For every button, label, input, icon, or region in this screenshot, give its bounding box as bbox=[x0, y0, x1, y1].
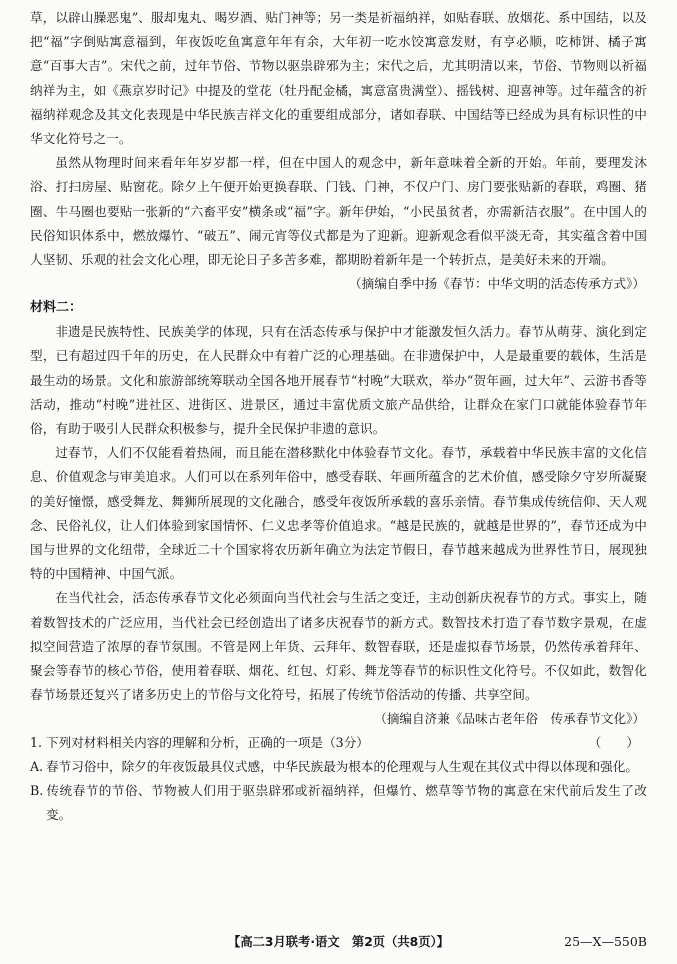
option-b-text: 传统春节的节俗、节物被人们用于驱祟辟邪或祈福纳祥，但爆竹、燃草等节物的寓意在宋代前后发生了改变。 bbox=[46, 783, 647, 823]
option-b-letter: B. bbox=[30, 783, 44, 799]
material2-paragraph-2: 过春节，人们不仅能看着热闹，而且能在潜移默化中体验春节文化。春节，承载着中华民族丰富的文化信息、价值观念与审美追求。人们可以在系列年俗中，感受春联、年画所蕴含的艺术价值，感受除夕守岁所凝聚的美好憧憬，感受舞龙、舞狮所展现的文化融合，感受年夜饭所承载的喜乐亲情。春节集成传统信仰、天人观念、民俗礼仪，让人们体验到家国情怀、仁义忠孝等价值追求。“越是民族的，就越是世界的”，春节还成为中国与世界的文化纽带，全球近二十个国家将农历新年确立为法定节假日，春节越来越成为世界性节日，展现独特的中国精神、中国气派。 bbox=[30, 445, 647, 582]
material2-source: （摘编自济兼《品味古老年俗 传承春节文化》） bbox=[374, 711, 645, 727]
material1-paragraph-2: 虽然从物理时间来看年年岁岁都一样，但在中国人的观念中，新年意味着全新的开始。年前，要理发沐浴、打扫房屋、贴窗花。除夕上午便开始更换春联、门钱、门神，不仅户门、房门要张贴新的春联，鸡圈、猪圈、牛马圈也要贴一张新的“六畜平安”横条或“福”字。新年伊始，“小民虽贫者，亦需新洁衣服”。在中国人的民俗知识体系中，燃放爆竹、“破五”、闹元宵等仪式都是为了迎新。迎新观念看似平淡无奇，其实蕴含着中国人坚韧、乐观的社会文化心理，即无论日子多苦多难，都期盼着新年是一个转折点，是美好未来的开端。 bbox=[30, 155, 647, 268]
answer-blank[interactable]: （ ） bbox=[588, 735, 639, 751]
question-1-stem: 1. 下列对材料相关内容的理解和分析，正确的一项是（3分） bbox=[30, 735, 369, 751]
page-footer bbox=[0, 930, 677, 954]
material2-heading: 材料二： bbox=[30, 300, 83, 316]
option-a bbox=[30, 755, 647, 779]
option-b bbox=[30, 779, 647, 827]
material1-source: （摘编自季中扬《春节：中华文明的活态传承方式》） bbox=[349, 276, 645, 292]
footer-exam-code: 25—X—550B bbox=[564, 934, 647, 949]
material2-paragraph-3: 在当代社会，活态传承春节文化必须面向当代社会与生活之变迁，主动创新庆祝春节的方式。事实上，随着数智技术的广泛应用，当代社会已经创造出了诸多庆祝春节的新方式。数智技术打造了春节数字景观，在虚拟空间营造了浓厚的春节氛围。不管是网上年货、云拜年、数智春联，还是虚拟春节场景，仍然传承着拜年、聚会等春节的核心节俗，使用着春联、烟花、红包、灯彩、舞龙等春节的标识性文化符号。不仅如此，数智化春节场景还复兴了诸多历史上的节俗与文化符号，拓展了传统节俗活动的传播、共享空间。 bbox=[30, 590, 647, 703]
question-1-stem-line bbox=[30, 731, 647, 755]
option-a-letter: A. bbox=[30, 759, 44, 775]
material2-paragraph-1: 非遗是民族特性、民族美学的体现，只有在活态传承与保护中才能激发恒久活力。春节从萌芽、演化到定型，已有超过四千年的历史，在人民群众中有着广泛的心理基础。在非遗保护中，人是最重要的载体，生活是最生动的场景。文化和旅游部统筹联动全国各地开展春节“村晚”大联欢，举办“贺年画，过大年”、云游书香等活动，推动“村晚”进社区、进街区、进景区，通过丰富优质文旅产品供给，让群众在家门口就能体验春节年俗，有助于吸引人民群众积极参与，提升全民保护非遗的意识。 bbox=[30, 324, 647, 437]
material1-paragraph-1: 草，以辟山臊恶鬼”、服却鬼丸、喝岁酒、贴门神等；另一类是祈福纳祥，如贴春联、放烟花、系中国结，以及把“福”字倒贴寓意福到，年夜饭吃鱼寓意年年有余，大年初一吃水饺寓意发财，有亨必顺，吃柿饼、橘子寓意“百事大吉”。宋代之前，过年节俗、节物以驱祟辟邪为主；宋代之后，尤其明清以来，节俗、节物则以祈福纳祥为主，如《燕京岁时记》中提及的堂花（牡丹配金橘，寓意富贵满堂）、摇钱树、迎喜神等。过年蕴含的祈福纳祥观念及其文化表现是中华民族吉祥文化的重要组成部分，诸如春联、中国结等已经成为具有标识性的中华文化符号之一。 bbox=[30, 10, 647, 147]
footer-page-info: 【高二3月联考·语文 第2页（共8页）】 bbox=[228, 935, 449, 949]
option-a-text: 春节习俗中，除夕的年夜饭最具仪式感，中华民族最为根本的伦理观与人生观在其仪式中得以体现和强化。 bbox=[46, 759, 638, 775]
